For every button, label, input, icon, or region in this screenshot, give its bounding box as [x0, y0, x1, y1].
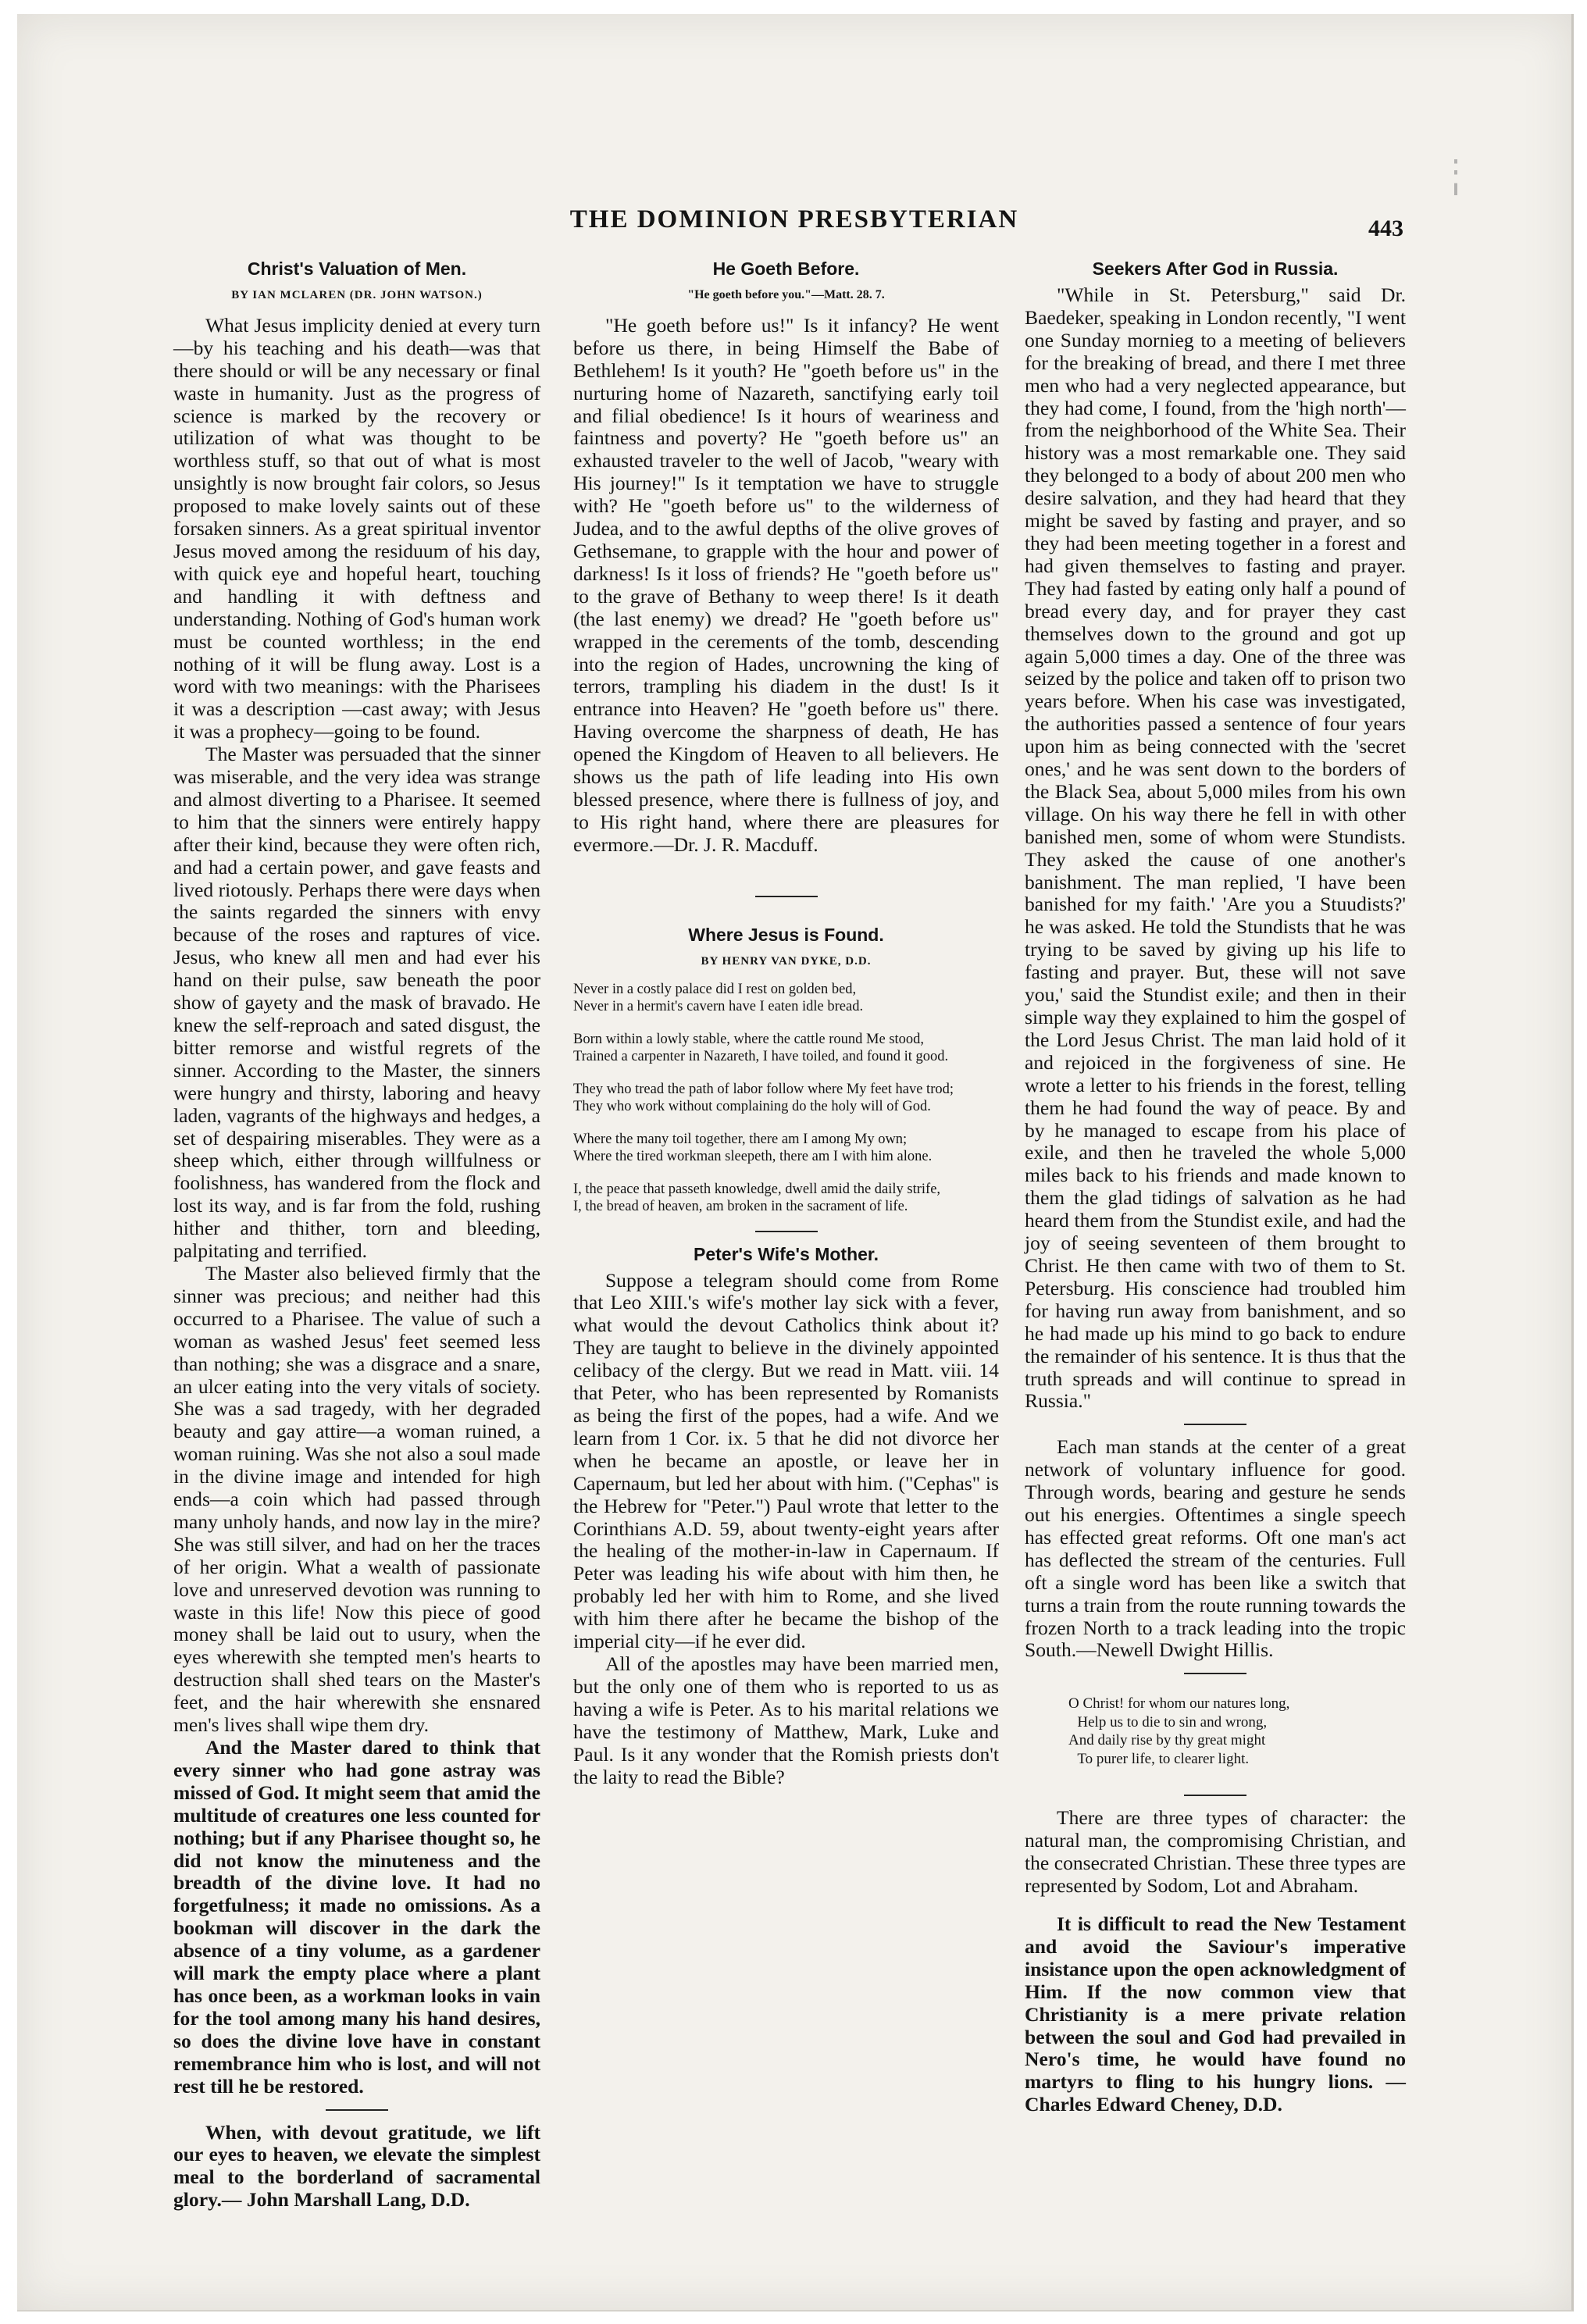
- paragraph: What Jesus implicity denied at every turn—by his teaching and his death—was that there should or will be any necessary or final waste in humanity. Just as the progress of science is marked by the recovery or utilization of what was thought to be worthless stuff, so that out of what is most unsightly is now brought fair colors, so Jesus proposed to make lovely saints out of these forsaken sinners. As a great spiritual inventor Jesus moved among the residuum of his day, with quick eye and hopeful heart, touching and handling it with deftness and understanding. Nothing of God's human work must be counted worthless; in the end nothing of it will be flung away. Lost is a word with two meanings: with the Pharisees it was a description —cast away; with Jesus it was a prophecy—going to be found.: [173, 313, 540, 743]
- poem-stanza: [573, 981, 999, 1016]
- closing-quote: When, with devout gratitude, we lift our eyes to heaven, we elevate the simplest meal to the borderland of sacramental glory.— John Marshall Lang, D.D.: [173, 2120, 540, 2212]
- paragraph: Suppose a telegram should come from Rome that Leo XIII.'s wife's mother lay sick with a fever, what would the devout Catholics think about it? They are taught to believe in the divinely appointed celibacy of the clergy. But we read in Matt. viii. 14 that Peter, who has been represented by Romanists as being the first of the popes, had a wife. And we learn from 1 Cor. ix. 5 that he did not divorce her when he became an apostle, or leave her in Capernaum, but led her about with him. ("Cephas" is the Hebrew for "Peter.") Paul wrote that letter to the Corinthians A.D. 59, about twenty-eight years after the healing of the mother-in-law in Capernaum. If Peter was leading his wife about with him then, he probably led her with him to Rome, and she lived with him there after he became the bishop of the imperial city—if he ever did.: [573, 1268, 999, 1653]
- verse: [1068, 1695, 1406, 1768]
- divider: [1184, 1795, 1246, 1796]
- article-title: He Goeth Before.: [712, 258, 860, 279]
- paragraph: "While in St. Petersburg," said Dr. Baedeker, speaking in London recently, "I went one Sunday mornieg to a meeting of believers for the breaking of bread, and there I met three men who had a very neglected appearance, but they had come, I found, from the 'high north'—from the neighborhood of the White Sea. Their history was a most remarkable one. They said they belonged to a body of about 200 men who desire salvation, and they had heard that they might be saved by fasting and prayer, and so they had been meeting together in a forest and had given themselves to fasting and prayer. They had fasted by eating only half a pound of bread every day, and for prayer they cast themselves down to the ground and got up again 5,000 times a day. One of the three was seized by the police and taken off to prison two years before. When his case was investigated, the authorities passed a sentence of four years upon him as being connected with the 'secret ones,' and he was sent down to the borders of the Black Sea, about 5,000 miles from his own village. On his way there he fell in with other banished men, some of whom were Stundists. They asked the cause of one another's banishment. The man replied, 'I have been banished for my faith.' 'Are you a Stuudists?' he was asked. He told the Stundists that he was trying to be saved by giving up his life to fasting and prayer. But, these will not save you,' said the Stundist exile; and then in their simple way they explained to him the gospel of the Lord Jesus Christ. The man laid hold of it and rejoiced in the forgiveness of sine. He wrote a letter to his friends in the forest, telling them he had found the way of peace. By and by he managed to escape from his place of exile, and then he traveled the whole 5,000 miles back to his friends and made known to them the glad tidings of salvation as he had heard them from the Stundist exile, and had the joy of seeing seventeen of them brought to Christ. He then came with two of them to St. Petersburg. His conscience had troubled him for having run away from banishment, and so he had made up his mind to go back to endure the remainder of his sentence. It is thus that the truth spreads and will continue to spread in Russia.": [1025, 283, 1406, 1413]
- poem-stanza: [573, 1181, 999, 1216]
- article-title: Peter's Wife's Mother.: [694, 1243, 879, 1264]
- poem-line: Where the tired workman sleepeth, there am I with him alone.: [573, 1149, 933, 1165]
- verse-line: Help us to die to sin and wrong,: [1077, 1713, 1268, 1731]
- poem-line: Trained a carpenter in Nazareth, I have toiled, and found it good.: [573, 1049, 949, 1065]
- divider: [1184, 1424, 1246, 1425]
- poem-line: They who tread the path of labor follow where My feet have trod;: [573, 1081, 954, 1097]
- poem-stanza: [573, 1031, 999, 1066]
- newspaper-page: [17, 14, 1574, 2312]
- column-middle: [573, 258, 999, 1788]
- verse-line: To purer life, to clearer light.: [1077, 1750, 1250, 1767]
- article-title: Where Jesus is Found.: [688, 924, 884, 945]
- paragraph: All of the apostles may have been married men, but the only one of them who is reported to us as having a wife is Peter. As to his marital relations we have the testimony of Matthew, Mark, Luke and Paul. Is it any wonder that the Romish priests don't the laity to read the Bible?: [573, 1652, 999, 1788]
- poem-line: Born within a lowly stable, where the cattle round Me stood,: [573, 1031, 925, 1047]
- column-right: [1025, 258, 1406, 2116]
- poem-line: I, the peace that passeth knowledge, dwell amid the daily strife,: [573, 1181, 941, 1197]
- article-title: Christ's Valuation of Men.: [247, 258, 467, 279]
- paragraph: And the Master dared to think that every sinner who had gone astray was missed of God. It might seem that amid the multitude of creatures one less counted for nothing; but if any Pharisee thought so, he did not know the minuteness and the breadth of the divine love. It had no forgetfulness; it made no omissions. As a bookman will discover in the dark the absence of a tiny volume, as a gardener will mark the empty place where a plant has once been, as a workman looks in vain for the tool among many his hand desires, so does the divine love have in constant remembrance him who is lost, and will not rest till he be restored.: [173, 1736, 540, 2098]
- column-left: [173, 258, 540, 2212]
- article-byline: BY HENRY VAN DYKE, D.D.: [701, 954, 872, 968]
- verse-line: O Christ! for whom our natures long,: [1068, 1695, 1290, 1713]
- poem-line: Where the many toil together, there am I among My own;: [573, 1131, 908, 1147]
- poem-line: I, the bread of heaven, am broken in the sacrament of life.: [573, 1199, 908, 1215]
- running-head: THE DOMINION PRESBYTERIAN: [569, 205, 1019, 233]
- paragraph: There are three types of character: the natural man, the compromising Christian, and the consecrated Christian. These three types are represented by Sodom, Lot and Abraham.: [1025, 1806, 1406, 1898]
- paragraph: The Master also believed firmly that the sinner was precious; and neither had this occurred to a Pharisee. The value of such a woman as washed Jesus' feet seemed less than nothing; she was a disgrace and a snare, an ulcer eating into the very vitals of society. She was a sad tragedy, with her degraded beauty and gay attire—a woman ruined, a woman ruining. Was she not also a soul made in the divine image and intended for high ends—a coin which had passed through many unholy hands, and now lay in the mire? She was still silver, and had on her the traces of her origin. What a wealth of passionate love and unreserved devotion was running to waste in this life! Now this piece of good money shall be laid out to usury, when the eyes wherewith she tempted men's hearts to destruction shall shed tears on the Master's feet, and the hair wherewith she ensnared men's lives shall wipe them dry.: [173, 1261, 540, 1737]
- page-number: 443: [1368, 216, 1403, 241]
- poem-line: They who work without complaining do the holy will of God.: [573, 1099, 931, 1115]
- poem-line: Never in a costly palace did I rest on golden bed,: [573, 981, 857, 997]
- article-title: Seekers After God in Russia.: [1092, 258, 1339, 279]
- paragraph: "He goeth before us!" Is it infancy? He went before us there, in being Himself the Babe of Bethlehem! Is it youth? He "goeth before us" in the nurturing home of Nazareth, sanctifying early toil and filial obedience! Is it hours of weariness and faintness and poverty? He "goeth before us" an exhausted traveler to the well of Jacob, "weary with His journey!" Is it temptation we have to struggle with? He "goeth before us" to the wilderness of Judea, and to the awful depths of the olive groves of Gethsemane, to grapple with the hour and power of darkness! Is it loss of friends? He "goeth before us" to the grave of Bethany to weep there! Is it death (the last enemy) we dread? He "goeth before us" wrapped in the cerements of the tomb, descending into the region of Hades, uncrowning the king of terrors, trampling his diadem in the dust! Is it entrance into Heaven? He "goeth before us" there. Having overcome the sharpness of death, He has opened the Kingdom of Heaven to all believers. He shows us the path of life leading into His own blessed presence, where there is fullness of joy, and to His right hand, where there are pleasures for evermore.—Dr. J. R. Macduff.: [573, 313, 999, 856]
- poem-stanza: [573, 1081, 999, 1116]
- divider: [755, 896, 818, 897]
- paragraph: Each man stands at the center of a great network of voluntary influence for good. Through words, bearing and gesture he sends out his energies. Oftentimes a single speech has effected great reforms. Oft one man's act has deflected the stream of the centuries. Full oft a single word has been like a switch that turns a train from the route running towards the frozen North to a track leading into the tropic South.—Newell Dwight Hillis.: [1025, 1435, 1406, 1662]
- article-epigraph: "He goeth before you."—Matt. 28. 7.: [687, 288, 885, 301]
- divider: [326, 2109, 388, 2111]
- paragraph: It is difficult to read the New Testament and avoid the Saviour's imperative insistance upon the open acknowledgment of Him. If the now common view that Christianity is a mere private relation between the soul and God had prevailed in Nero's time, he would have found no martyrs to fling to his hungry lions. —Charles Edward Cheney, D.D.: [1025, 1912, 1406, 2116]
- paragraph: The Master was persuaded that the sinner was miserable, and the very idea was strange and almost diverting to a Pharisee. It seemed to him that the sinners were entirely happy after their kind, because they were often rich, and had a certain power, and gave feasts and lived riotously. Perhaps there were days when the saints regarded the sinners with envy because of the roses and raptures of vice. Jesus, who knew all men and had ever his hand on their pulse, saw beneath the poor show of gayety and the mask of bravado. He knew the self-reproach and sated disgust, the bitter remorse and wistful regrets of the sinner. According to the Master, the sinners were hungry and thirsty, laboring and heavy laden, vagrants of the highways and hedges, a set of despairing miserables. They were as a sheep which, either through willfulness or foolishness, has wandered from the flock and lost its way, and is far from the fold, rushing hither and thither, torn and bleeding, palpitating and terrified.: [173, 743, 540, 1263]
- article-byline: BY IAN MCLAREN (DR. JOHN WATSON.): [231, 289, 483, 301]
- poem-line: Never in a hermit's cavern have I eaten idle bread.: [573, 999, 864, 1015]
- poem-stanza: [573, 1131, 999, 1166]
- divider: [1184, 1673, 1246, 1674]
- poem: [573, 981, 999, 1216]
- verse-line: And daily rise by thy great might: [1068, 1732, 1266, 1749]
- divider: [755, 1231, 818, 1232]
- margin-mark: [1454, 159, 1457, 195]
